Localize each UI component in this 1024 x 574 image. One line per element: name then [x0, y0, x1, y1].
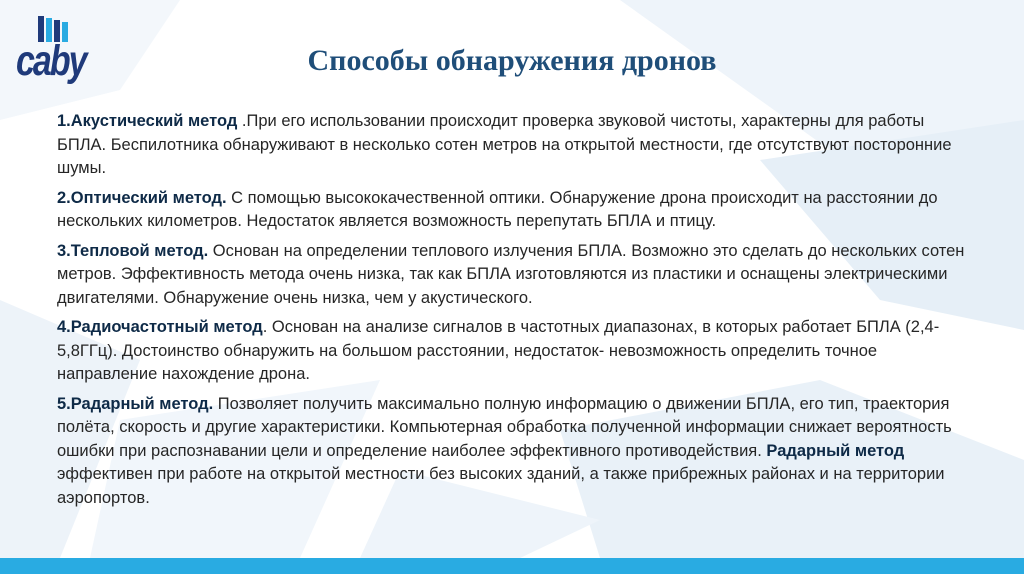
text-thermal: Основан на определении теплового излучения БПЛА. Возможно это сделать до нескольких сотен метров. Эффективность метода очень низка, так как БПЛА изготовляются из пластики и оснащены электрическими двигателями. Обнаружение очень низка, чем у акустического.: [57, 241, 965, 307]
text-radiofrequency: . Основан на анализе сигналов в частотных диапазонах, в которых работает БПЛА (2,4-5,8ГГц). Достоинство обнаружить на большом расстоянии, недостаток- невозможность определить точное направление нахождение дрона.: [57, 318, 940, 383]
paragraph-radiofrequency: [57, 316, 977, 387]
paragraph-radar: [57, 393, 977, 511]
heading-optical: 2.Оптический метод.: [57, 188, 227, 207]
paragraph-optical: [57, 187, 977, 234]
text-acoustic: .При его использовании происходит проверка звуковой чистоты, характерны для работы БПЛА. Беспилотника обнаруживают в несколько сотен метров на открытой местности, где отсутствуют посторонние шумы.: [57, 112, 952, 177]
bottom-bar: [0, 558, 1024, 574]
text-optical: С помощью высококачественной оптики. Обнаружение дрона происходит на расстоянии до нескольких километров. Недостаток является возможность перепутать БПЛА и птицу.: [57, 188, 938, 230]
text-radar: Позволяет получить максимально полную информацию о движении БПЛА, его тип, траектория полёта, скорость и другие характеристики. Компьютерная обработка полученной информации снижает вероятность ошибки при распознавании цели и определение наиболее эффективного противодействия.: [57, 394, 952, 460]
page-title: Способы обнаружения дронов: [307, 44, 717, 77]
heading-radar: 5.Радарный метод.: [57, 394, 214, 413]
heading-radiofrequency: 4.Радиочастотный метод: [57, 318, 263, 336]
paragraph-thermal: [57, 240, 977, 311]
text-radar-2: эффективен при работе на открытой местности без высоких зданий, а также прибрежных районах и на территории аэропортов.: [57, 465, 945, 507]
content-body: [57, 110, 977, 516]
logo-text: caby: [16, 37, 86, 85]
heading-thermal: 3.Тепловой метод.: [57, 241, 209, 260]
paragraph-acoustic: [57, 110, 977, 181]
heading-radar-inline: Радарный метод: [766, 441, 905, 460]
heading-acoustic: 1.Акустический метод: [57, 112, 238, 130]
